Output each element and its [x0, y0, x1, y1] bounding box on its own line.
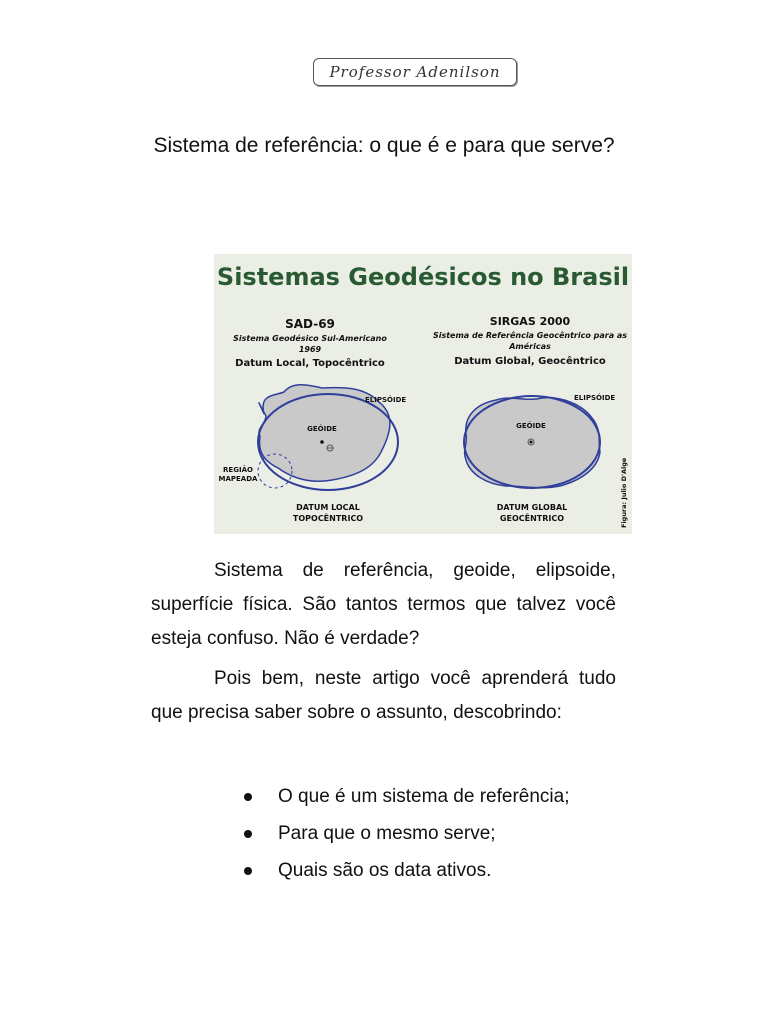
sirgas-bottom1: DATUM GLOBAL [496, 503, 568, 512]
sad69-bottom1: DATUM LOCAL [296, 503, 360, 512]
list-item-text: Quais são os data ativos. [278, 859, 492, 881]
sad69-datum: Datum Local, Topocêntrico [235, 358, 385, 369]
figure-credit: Figura: Julio D'Alge [620, 457, 628, 528]
sad69-name: SAD-69 [285, 317, 335, 331]
page-title: Sistema de referência: o que é e para que serve? [153, 134, 615, 157]
author-name: Professor Adenilson [329, 63, 501, 81]
intro-paragraph: Sistema de referência, geoide, elipsoide, superfície física. São tantos termos que talvez você esteja confuso. Não é verdade? [151, 560, 616, 649]
sirgas-subtitle1: Sistema de Referência Geocêntrico para as [432, 331, 628, 340]
figure-title: Sistemas Geodésicos no Brasil [216, 263, 630, 291]
list-item [240, 815, 569, 852]
topics-list [240, 778, 569, 889]
sad69-geoid-label: GEÓIDE [307, 425, 337, 433]
list-item [240, 778, 569, 815]
sirgas-ellipsoid-label: ELIPSÓIDE [574, 394, 616, 402]
second-paragraph: Pois bem, neste artigo você aprenderá tudo que precisa saber sobre o assunto, descobrindo: [151, 668, 616, 723]
sirgas-name: SIRGAS 2000 [489, 315, 571, 328]
sad69-region-label2: MAPEADA [218, 475, 258, 483]
sad69-subtitle1: Sistema Geodésico Sul-Americano [233, 334, 387, 343]
sirgas-bottom2: GEOCÊNTRICO [499, 514, 565, 523]
list-item [240, 852, 569, 889]
bullet-icon [244, 830, 252, 838]
bullet-icon [244, 867, 252, 875]
bullet-icon [244, 793, 252, 801]
sirgas-subtitle2: Américas [509, 342, 551, 351]
list-item-text: O que é um sistema de referência; [278, 785, 570, 807]
sad69-ellipsoid-label: ELIPSÓIDE [365, 396, 407, 404]
sirgas-datum: Datum Global, Geocêntrico [454, 356, 606, 367]
geodetic-systems-figure [214, 254, 632, 534]
author-badge [313, 58, 517, 86]
sad69-region-label1: REGIÃO [223, 466, 253, 474]
sirgas-geoid-label: GEÓIDE [516, 422, 546, 430]
sad69-geoid-center [320, 440, 324, 444]
sad69-bottom2: TOPOCÊNTRICO [292, 514, 364, 523]
figure-svg [214, 254, 632, 534]
sad69-subtitle2: 1969 [298, 345, 322, 354]
list-item-text: Para que o mesmo serve; [278, 822, 496, 844]
